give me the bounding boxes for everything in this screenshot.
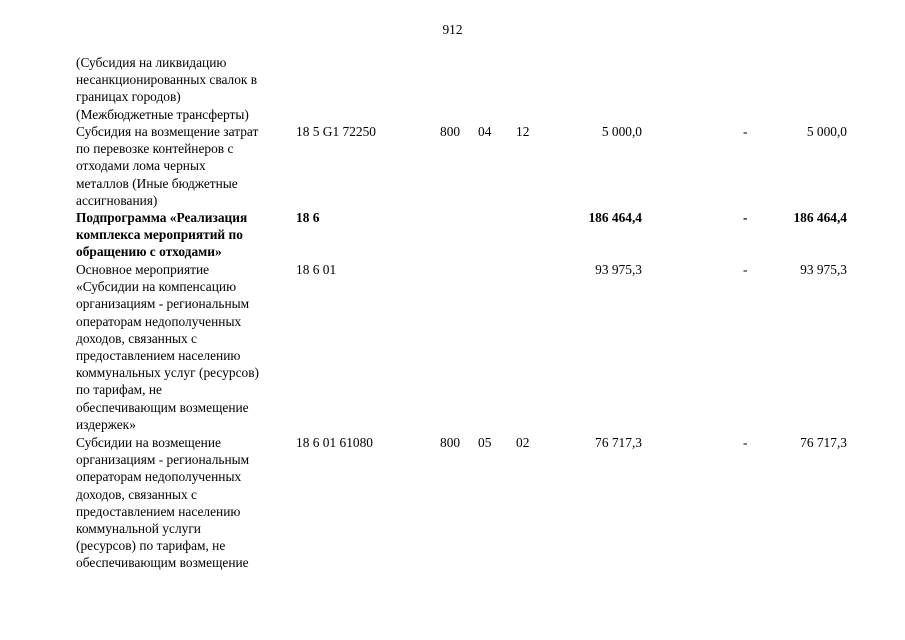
row-change: - — [743, 210, 748, 225]
row-code: 18 6 01 61080 — [296, 435, 373, 450]
row-rz: 04 — [478, 124, 492, 139]
row-pr: 12 — [516, 124, 530, 139]
row-amount: 186 464,4 — [588, 210, 642, 225]
row-vr: 800 — [440, 435, 461, 450]
row-vr: 800 — [440, 124, 461, 139]
row-name: Основное мероприятие «Субсидии на компенсацию организациям - региональным операторам недополученных доходов, связанных с предоставлением населению коммунальных услуг (ресурсов) по тарифам, не обеспечивающим возмещение издержек» — [76, 262, 259, 432]
row-code: 18 6 01 — [296, 262, 337, 277]
row-rz: 05 — [478, 435, 492, 450]
page-number: 912 — [442, 22, 463, 37]
row-total: 5 000,0 — [806, 124, 847, 139]
row-code: 18 6 — [296, 210, 320, 225]
row-name: Субсидия на возмещение затрат по перевозке контейнеров с отходами лома черных металлов (Иные бюджетные ассигнования) — [76, 124, 259, 208]
row-pr: 02 — [516, 435, 530, 450]
row-name: (Субсидия на ликвидацию несанкционированных свалок в границах городов) (Межбюджетные трансферты) — [76, 55, 258, 122]
row-code: 18 5 G1 72250 — [296, 124, 376, 139]
row-amount: 93 975,3 — [595, 262, 642, 277]
row-name: Подпрограмма «Реализация комплекса мероприятий по обращению с отходами» — [76, 210, 248, 260]
row-change: - — [743, 435, 748, 450]
row-change: - — [743, 262, 748, 277]
row-total: 186 464,4 — [793, 210, 847, 225]
row-amount: 76 717,3 — [595, 435, 642, 450]
row-amount: 5 000,0 — [601, 124, 642, 139]
row-change: - — [743, 124, 748, 139]
row-name: Субсидии на возмещение организациям - региональным операторам недополученных доходов, связанных с предоставлением населению коммунальной услуги (ресурсов) по тарифам, не обеспечивающим возмещение — [76, 435, 250, 571]
row-total: 93 975,3 — [800, 262, 847, 277]
row-total: 76 717,3 — [800, 435, 847, 450]
